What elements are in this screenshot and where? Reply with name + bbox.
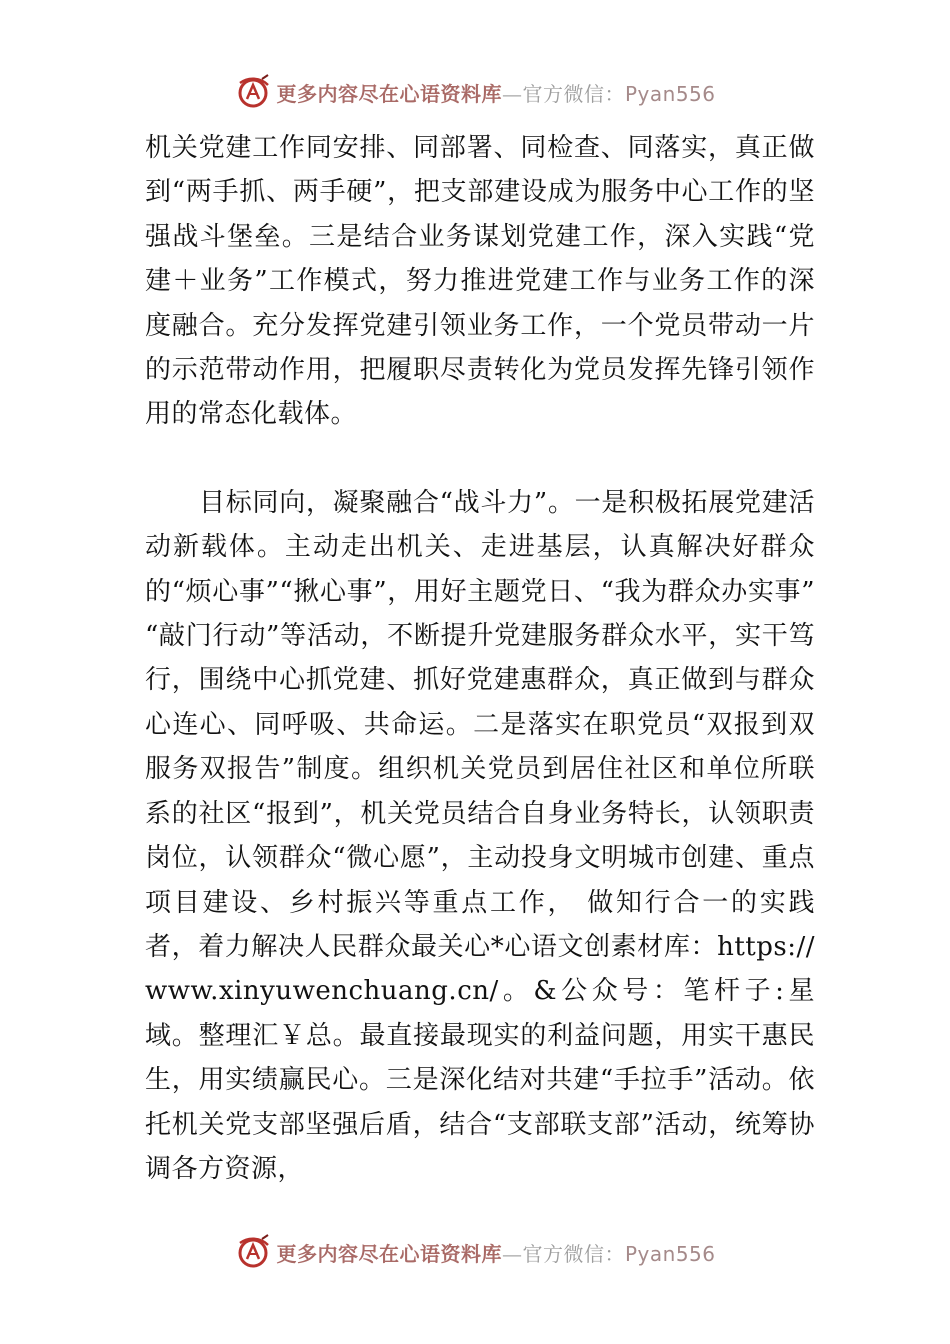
banner-wechat-label: 官方微信：	[522, 81, 625, 106]
seal-logo-icon	[234, 1233, 272, 1271]
banner-dash: —	[501, 1241, 523, 1266]
banner-brand: 更多内容尽在心语资料库	[276, 1241, 502, 1266]
paragraph-2: 目标同向，凝聚融合“战斗力”。一是积极拓展党建活动新载体。主动走出机关、走进基层，认真解决好群众的“烦心事”“揪心事”，用好主题党日、“我为群众办实事” “敲门行动”等活动，不断提升党建服务群众水平，实干笃行，围绕中心抓党建、抓好党建惠群众，真正做到与群众心连心、同呼吸、共命运。二是落实在职党员“双报到双服务双报告”制度。组织机关党员到居住社区和单位所联系的社区“报到”，机关党员结合自身业务特长，认领职责岗位，认领群众“微心愿”，主动投身文明城市创建、重点项目建设、乡村振兴等重点工作， 做知行合一的实践者，着力解决人民群众最关心*心语文创素材库：https://www.xinyuwenchuang.cn/。&公众号：笔杆子:星域。整理汇￥总。最直接最现实的利益问题，用实干惠民生，用实绩赢民心。三是深化结对共建“手拉手”活动。依托机关党支部坚强后盾，结合“支部联支部”活动，统筹协调各方资源，	[145, 487, 815, 1184]
banner-dash: —	[501, 81, 523, 106]
banner-text	[276, 1238, 715, 1267]
header-banner	[0, 70, 950, 114]
banner-account: Pyan556	[624, 81, 716, 106]
paragraph-1: 机关党建工作同安排、同部署、同检查、同落实，真正做到“两手抓、两手硬”，把支部建设成为服务中心工作的坚强战斗堡垒。三是结合业务谋划党建工作，深入实践“党建＋业务”工作模式，努力推进党建工作与业务工作的深度融合。充分发挥党建引领业务工作，一个党员带动一片的示范带动作用，把履职尽责转化为党员发挥先锋引领作用的常态化载体。	[145, 133, 815, 430]
document-body	[145, 126, 815, 1191]
footer-banner	[0, 1230, 950, 1274]
banner-wechat-label: 官方微信：	[522, 1241, 625, 1266]
banner-brand: 更多内容尽在心语资料库	[276, 81, 502, 106]
banner-text	[276, 78, 715, 107]
banner-account: Pyan556	[624, 1241, 716, 1266]
seal-logo-icon	[234, 73, 272, 111]
